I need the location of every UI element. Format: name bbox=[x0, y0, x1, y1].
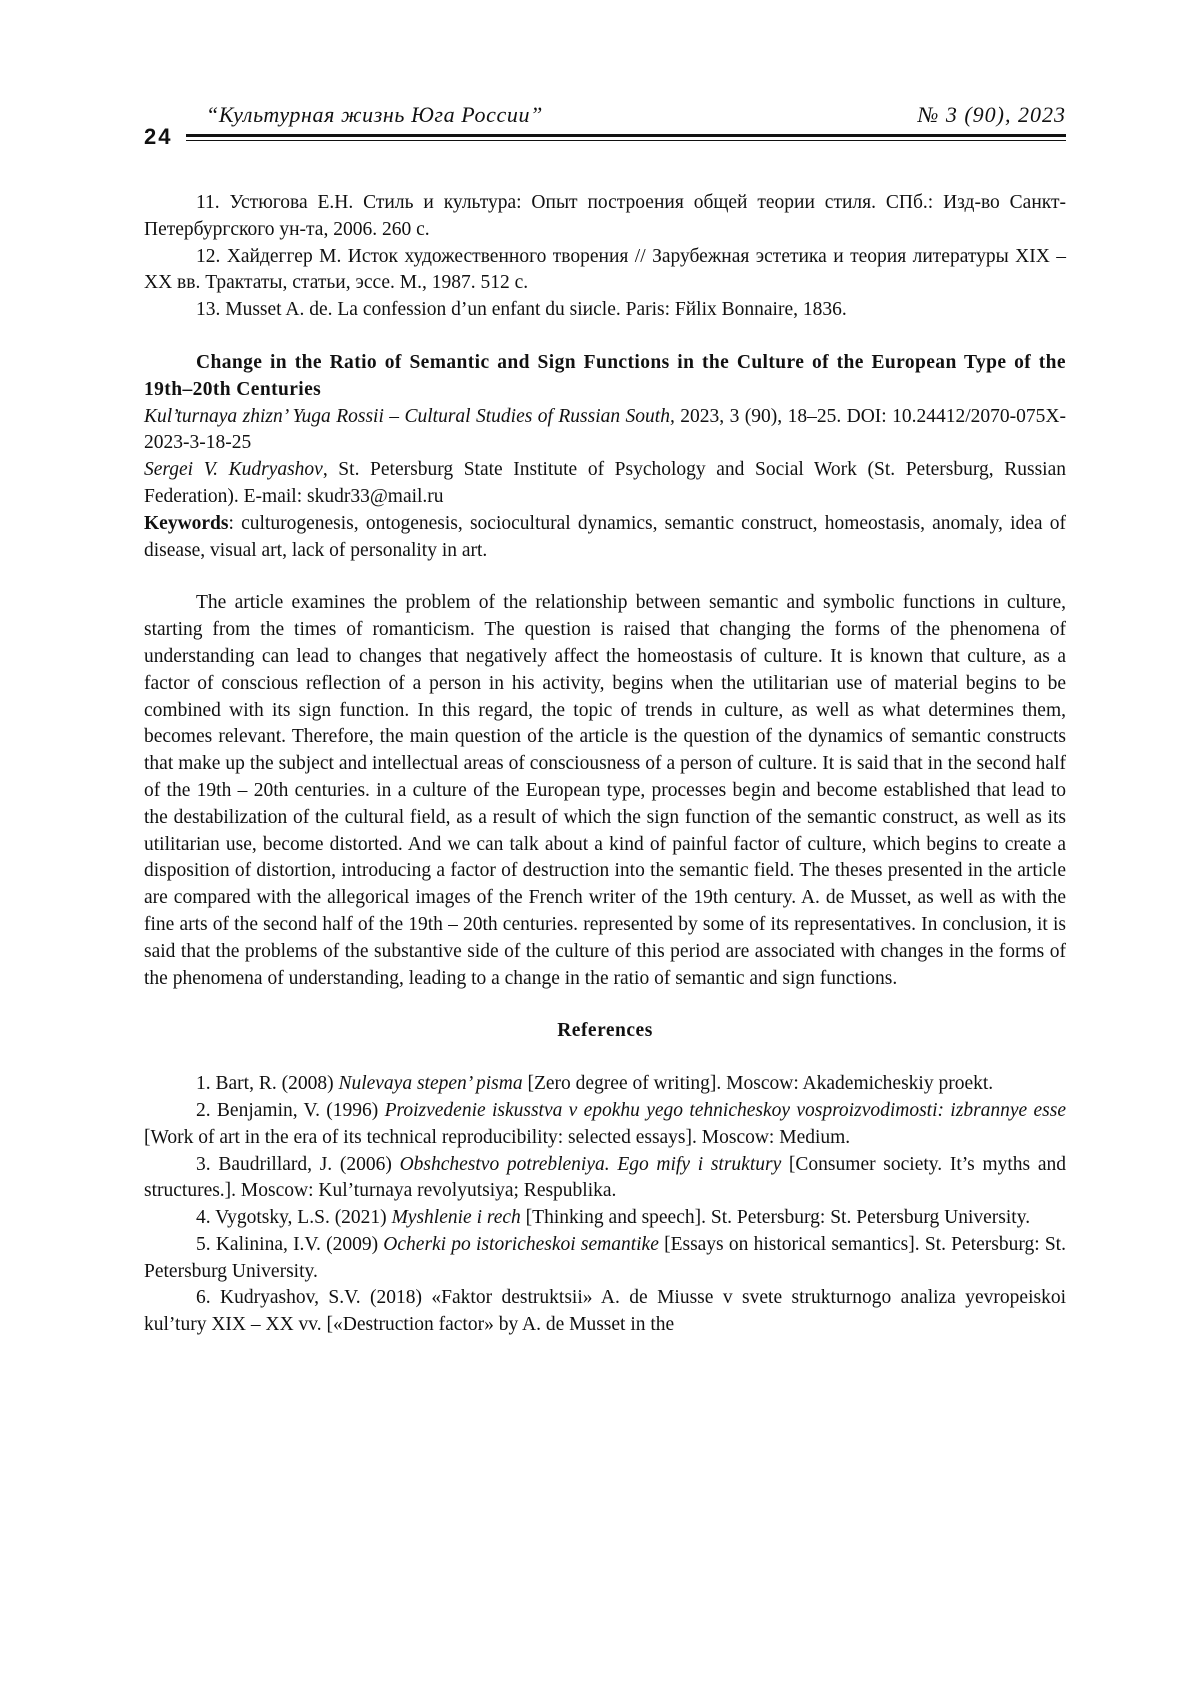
reference-item: 11. Устюгова Е.Н. Стиль и культура: Опыт построения общей теории стиля. СПб.: Изд-во Санкт-Петербургского ун-та, 2006. 260 с. bbox=[144, 190, 1066, 244]
journal-title: “Культурная жизнь Юга России” bbox=[206, 102, 543, 128]
spacer bbox=[144, 1045, 1066, 1071]
page-header bbox=[144, 98, 1066, 146]
header-rule-thin bbox=[186, 140, 1066, 141]
spacer bbox=[144, 992, 1066, 1018]
reference-item: 13. Musset A. de. La confession d’un enfant du siиcle. Paris: Fйlix Bonnaire, 1836. bbox=[144, 297, 1066, 324]
page-content bbox=[144, 190, 1066, 1339]
keywords-label: Keywords bbox=[144, 513, 229, 534]
reference-item: 1. Bart, R. (2008) Nulevaya stepen’ pisma [Zero degree of writing]. Moscow: Akademicheskiy proekt. bbox=[144, 1071, 1066, 1098]
article-metadata bbox=[144, 350, 1066, 564]
spacer bbox=[144, 564, 1066, 590]
article-citation bbox=[144, 404, 1066, 458]
journal-name: Kul’turnaya zhizn’ Yuga Rossii – Cultural Studies of Russian South, bbox=[144, 406, 675, 427]
page-number: 24 bbox=[144, 124, 172, 150]
issue-info: № 3 (90), 2023 bbox=[918, 102, 1066, 128]
references-list bbox=[144, 1071, 1066, 1339]
author-info bbox=[144, 457, 1066, 511]
article-title: Change in the Ratio of Semantic and Sign Functions in the Culture of the European Type of the 19th–20th Centuries bbox=[144, 350, 1066, 404]
spacer bbox=[144, 324, 1066, 350]
author-affiliation: , St. Petersburg State Institute of Psychology and Social Work (St. Petersburg, Russian Federation). E-mail: skudr33@mail.ru bbox=[144, 459, 1066, 507]
reference-item: 4. Vygotsky, L.S. (2021) Myshlenie i rech [Thinking and speech]. St. Petersburg: St. Petersburg University. bbox=[144, 1205, 1066, 1232]
author-name: Sergei V. Kudryashov bbox=[144, 459, 323, 480]
abstract: The article examines the problem of the relationship between semantic and symbolic functions in culture, starting from the times of romanticism. The question is raised that changing the forms of the phenomena of understanding can lead to changes that negatively affect the homeostasis of culture. It is known that culture, as a factor of conscious reflection of a person in his activity, begins when the utilitarian use of material begins to be combined with its sign function. In this regard, the topic of trends in culture, as well as what determines them, becomes relevant. Therefore, the main question of the article is the question of the dynamics of semantic constructs that make up the subject and intellectual areas of consciousness of a person of culture. It is said that in the second half of the 19th – 20th centuries. in a culture of the European type, processes begin and become established that lead to the destabilization of the cultural field, as a result of which the sign function of the semantic construct, as well as its utilitarian use, become distorted. And we can talk about a kind of painful factor of culture, which begins to create a disposition of distortion, introducing a factor of destruction into the semantic field. The theses presented in the article are compared with the allegorical images of the French writer of the 19th century. A. de Musset, as well as with the fine arts of the second half of the 19th – 20th centuries. represented by some of its representatives. In conclusion, it is said that the problems of the substantive side of the culture of this period are associated with changes in the forms of the phenomena of understanding, leading to a change in the ratio of semantic and sign functions. bbox=[144, 590, 1066, 992]
reference-item: 5. Kalinina, I.V. (2009) Ocherki po istoricheskoi semantike [Essays on historical semantics]. St. Petersburg: St. Petersburg University. bbox=[144, 1232, 1066, 1286]
header-rule bbox=[186, 134, 1066, 137]
references-heading: References bbox=[144, 1018, 1066, 1045]
reference-item: 2. Benjamin, V. (1996) Proizvedenie iskusstva v epokhu yego tehnicheskoy vosproizvodimosti: izbrannye esse [Work of art in the era of its technical reproducibility: selected essays]. Moscow: Medium. bbox=[144, 1098, 1066, 1152]
previous-article-references bbox=[144, 190, 1066, 324]
keywords-list: : culturogenesis, ontogenesis, sociocultural dynamics, semantic construct, homeostasis, anomaly, idea of disease, visual art, lack of personality in art. bbox=[144, 513, 1066, 561]
keywords bbox=[144, 511, 1066, 565]
reference-item: 12. Хайдеггер М. Исток художественного творения // Зарубежная эстетика и теория литературы XIX – XX вв. Трактаты, статьи, эссе. М., 1987. 512 с. bbox=[144, 244, 1066, 298]
reference-item: 6. Kudryashov, S.V. (2018) «Faktor destruktsii» A. de Miusse v svete strukturnogo analiza yevropeiskoi kul’tury XIX – XX vv. [«Destruction factor» by A. de Musset in the bbox=[144, 1285, 1066, 1339]
reference-item: 3. Baudrillard, J. (2006) Obshchestvo potrebleniya. Ego mify i struktury [Consumer society. It’s myths and structures.]. Moscow: Kul’turnaya revolyutsiya; Respublika. bbox=[144, 1152, 1066, 1206]
citation-details: 2023, 3 (90), 18–25. DOI: 10.24412/2070-075X-2023-3-18-25 bbox=[144, 406, 1066, 454]
